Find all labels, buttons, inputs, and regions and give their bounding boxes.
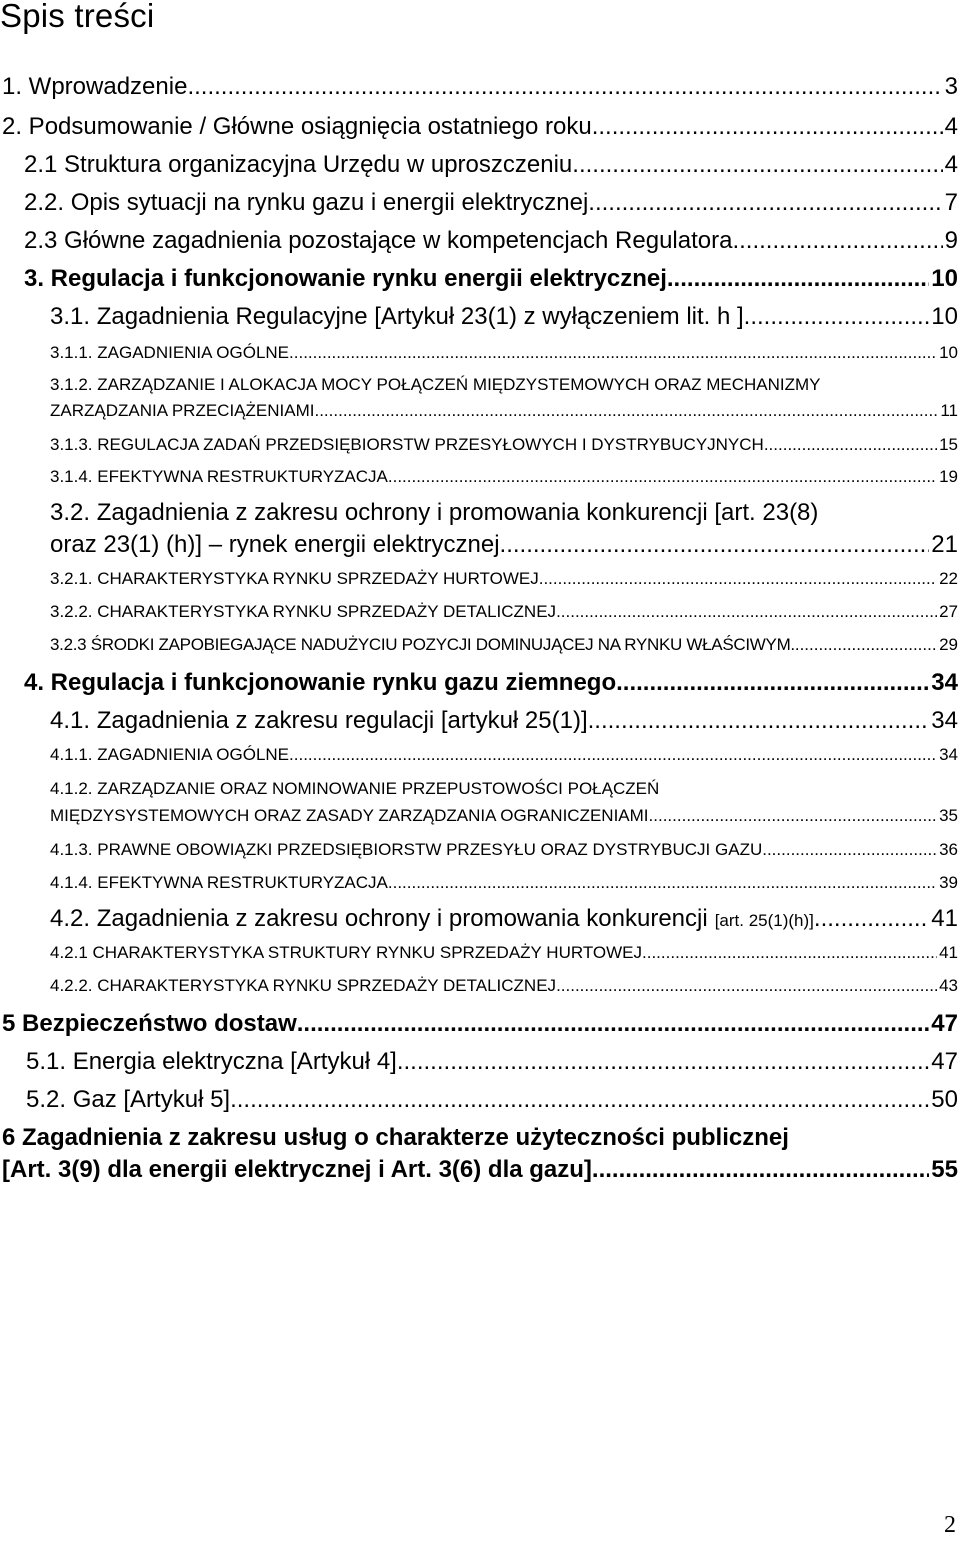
toc-entry-page: 39	[939, 873, 958, 892]
toc-entry-text: 3.1.4. EFEKTYWNA RESTRUKTURYZACJA	[50, 467, 388, 486]
dot-leader	[289, 343, 937, 363]
dot-leader	[642, 943, 937, 963]
dot-leader	[649, 806, 938, 826]
toc-entry-page: 10	[931, 303, 958, 330]
toc-entry-text: oraz 23(1) (h)] – rynek energii elektrycznej	[50, 531, 500, 558]
toc-entry-2-3[interactable]	[24, 227, 958, 255]
dot-leader	[588, 707, 930, 735]
toc-entry-4-1-2[interactable]	[50, 806, 958, 826]
toc-entry-page: 55	[931, 1156, 958, 1183]
toc-entry-text: 3.1.3. REGULACJA ZADAŃ PRZEDSIĘBIORSTW PRZESYŁOWYCH I DYSTRYBUCYJNYCH	[50, 435, 764, 454]
toc-entry-page: 15	[939, 435, 958, 454]
dot-leader	[739, 227, 943, 255]
toc-entry-text: 3.1. Zagadnienia Regulacyjne [Artykuł 23(1) z wyłączeniem lit. h ]	[50, 303, 744, 330]
toc-entry-text: 2. Podsumowanie / Główne osiągnięcia ostatniego roku	[2, 113, 592, 140]
toc-entry-text: 3.1.1. ZAGADNIENIA OGÓLNE	[50, 343, 290, 362]
toc-entry-4-1-4[interactable]	[50, 873, 958, 893]
toc-entry-text: 4.1.4. EFEKTYWNA RESTRUKTURYZACJA	[50, 873, 388, 892]
toc-entry-text: 4.1. Zagadnienia z zakresu regulacji [artykuł 25(1)]	[50, 707, 588, 734]
toc-entry-text: 1. Wprowadzenie	[2, 73, 188, 100]
toc-entry-text: 4.1.3. PRAWNE OBOWIĄZKI PRZEDSIĘBIORSTW PRZESYŁU ORAZ DYSTRYBUCJI GAZU	[50, 840, 763, 859]
toc-entry-page: 34	[931, 707, 958, 734]
toc-entry-3-1-2[interactable]	[50, 401, 958, 421]
toc-entry-page: 22	[939, 569, 958, 588]
toc-entry-page: 9	[944, 227, 958, 254]
dot-leader	[814, 905, 929, 933]
toc-entry-text: 4.1.1. ZAGADNIENIA OGÓLNE	[50, 745, 290, 764]
toc-entry-4-1-2-line1[interactable]: 4.1.2. ZARZĄDZANIE ORAZ NOMINOWANIE PRZEPUSTOWOŚCI POŁĄCZEŃ	[50, 779, 660, 798]
toc-entry-page: 11	[940, 401, 958, 420]
toc-entry-text: 4.2.2. CHARAKTERYSTYKA RYNKU SPRZEDAŻY DETALICZNEJ	[50, 976, 557, 995]
toc-entry-2-2[interactable]	[24, 189, 958, 217]
dot-leader	[388, 467, 937, 487]
toc-entry-page: 4	[944, 151, 958, 178]
toc-entry-text: 2.1 Struktura organizacyjna Urzędu w uproszczeniu	[24, 151, 573, 178]
toc-entry-page: 10	[939, 343, 958, 362]
dot-leader	[500, 531, 930, 559]
toc-entry-page: 29	[939, 635, 958, 654]
toc-entry-page: 27	[939, 602, 958, 621]
toc-entry-5-2[interactable]	[26, 1086, 958, 1114]
toc-entry-3-1-3[interactable]	[50, 435, 958, 455]
dot-leader	[297, 1010, 930, 1038]
toc-entry-4-1-3[interactable]	[50, 840, 958, 860]
dot-leader	[592, 1156, 929, 1184]
toc-entry-4-2-1[interactable]	[50, 943, 958, 963]
toc-entry-page: 21	[931, 531, 958, 558]
toc-entry-text: 3.2.3 ŚRODKI ZAPOBIEGAJĄCE NADUŻYCIU POZYCJI DOMINUJĄCEJ NA RYNKU WŁAŚCIWYM.	[50, 635, 795, 654]
toc-entry-page: 36	[939, 840, 958, 859]
toc-entry-page: 47	[931, 1048, 958, 1075]
toc-entry-text: 4.2.1 CHARAKTERYSTYKA STRUKTURY RYNKU SPRZEDAŻY HURTOWEJ	[50, 943, 643, 962]
dot-leader	[556, 976, 937, 996]
dot-leader	[667, 265, 929, 293]
toc-entry-page: 34	[931, 669, 958, 696]
dot-leader	[744, 303, 930, 331]
toc-entry-text: 4.2. Zagadnienia z zakresu ochrony i promowania konkurencji	[50, 905, 708, 932]
toc-entry-text: 3.2.2. CHARAKTERYSTYKA RYNKU SPRZEDAŻY DETALICZNEJ	[50, 602, 557, 621]
dot-leader	[388, 873, 937, 893]
dot-leader	[592, 113, 943, 141]
toc-entry-3-2[interactable]	[50, 531, 958, 559]
toc-entry-text: MIĘDZYSYSTEMOWYCH ORAZ ZASADY ZARZĄDZANIA OGRANICZENIAMI	[50, 806, 649, 825]
toc-entry-3-1[interactable]	[50, 303, 958, 331]
toc-entry-text: 2.2. Opis sytuacji na rynku gazu i energii elektrycznej	[24, 189, 589, 216]
toc-entry-text: ZARZĄDZANIA PRZECIĄŻENIAMI	[50, 401, 315, 420]
dot-leader	[314, 401, 938, 421]
toc-entry-2-1[interactable]	[24, 151, 958, 179]
toc-entry-page: 35	[939, 806, 958, 825]
toc-entry-page: 43	[939, 976, 958, 995]
dot-leader	[588, 189, 942, 217]
dot-leader	[616, 669, 929, 697]
toc-entry-4-1[interactable]	[50, 707, 958, 735]
dot-leader	[230, 1086, 929, 1114]
toc-entry-page: 41	[939, 943, 958, 962]
toc-entry-3-1-2-line1[interactable]: 3.1.2. ZARZĄDZANIE I ALOKACJA MOCY POŁĄCZEŃ MIĘDZYSTEMOWYCH ORAZ MECHANIZMY	[50, 375, 821, 394]
toc-entry-text: 5 Bezpieczeństwo dostaw	[2, 1010, 297, 1037]
toc-entry-text: [Art. 3(9) dla energii elektrycznej i Art. 3(6) dla gazu]	[2, 1156, 592, 1183]
toc-entry-3-1-4[interactable]	[50, 467, 958, 487]
toc-entry-text: 5.2. Gaz [Artykuł 5]	[26, 1086, 231, 1113]
toc-entry-4-2[interactable]	[50, 905, 958, 933]
toc-entry-1[interactable]	[2, 73, 958, 101]
toc-entry-5[interactable]	[2, 1010, 958, 1038]
toc-entry-text: 5.1. Energia elektryczna [Artykuł 4]	[26, 1048, 397, 1075]
toc-entry-page: 41	[931, 905, 958, 932]
toc-entry-2[interactable]	[2, 113, 958, 141]
dot-leader	[289, 745, 937, 765]
toc-entry-page: 47	[931, 1010, 958, 1037]
toc-entry-3-1-1[interactable]	[50, 343, 958, 363]
toc-entry-page: 19	[939, 467, 958, 486]
toc-entry-note: [art. 25(1)(h)]	[714, 911, 814, 930]
toc-entry-4-2-2[interactable]	[50, 976, 958, 996]
dot-leader	[764, 435, 937, 455]
dot-leader	[572, 151, 942, 179]
toc-entry-3-2-1[interactable]	[50, 569, 958, 589]
toc-entry-page: 34	[939, 745, 958, 764]
toc-entry-page: 4	[944, 113, 958, 140]
toc-entry-text: 3.2.1. CHARAKTERYSTYKA RYNKU SPRZEDAŻY HURTOWEJ	[50, 569, 539, 588]
page-number: 2	[944, 1512, 956, 1538]
page-title: Spis treści	[0, 0, 155, 34]
toc-entry-5-1[interactable]	[26, 1048, 958, 1076]
toc-entry-4-1-1[interactable]	[50, 745, 958, 765]
toc-entry-3[interactable]	[24, 265, 958, 293]
dot-leader	[539, 569, 937, 589]
toc-entry-4[interactable]	[24, 669, 958, 697]
dot-leader	[795, 635, 937, 655]
toc-entry-text: 2.3 Główne zagadnienia pozostające w kompetencjach Regulatora.	[24, 227, 740, 254]
toc-entry-6-line1[interactable]: 6 Zagadnienia z zakresu usług o charakterze użyteczności publicznej	[2, 1124, 789, 1151]
dot-leader	[762, 840, 937, 860]
toc-entry-page: 3	[944, 73, 958, 100]
toc-entry-text: 4. Regulacja i funkcjonowanie rynku gazu ziemnego	[24, 669, 617, 696]
toc-entry-3-2-3[interactable]	[50, 635, 958, 655]
toc-entry-page: 10	[931, 265, 958, 292]
toc-entry-page: 50	[931, 1086, 958, 1113]
toc-entry-page: 7	[944, 189, 958, 216]
dot-leader	[187, 73, 942, 101]
dot-leader	[397, 1048, 929, 1076]
toc-entry-3-2-line1[interactable]: 3.2. Zagadnienia z zakresu ochrony i promowania konkurencji [art. 23(8)	[50, 499, 819, 526]
dot-leader	[556, 602, 937, 622]
toc-entry-text: 3. Regulacja i funkcjonowanie rynku energii elektrycznej	[24, 265, 667, 292]
toc-entry-6[interactable]	[2, 1156, 958, 1184]
toc-entry-3-2-2[interactable]	[50, 602, 958, 622]
